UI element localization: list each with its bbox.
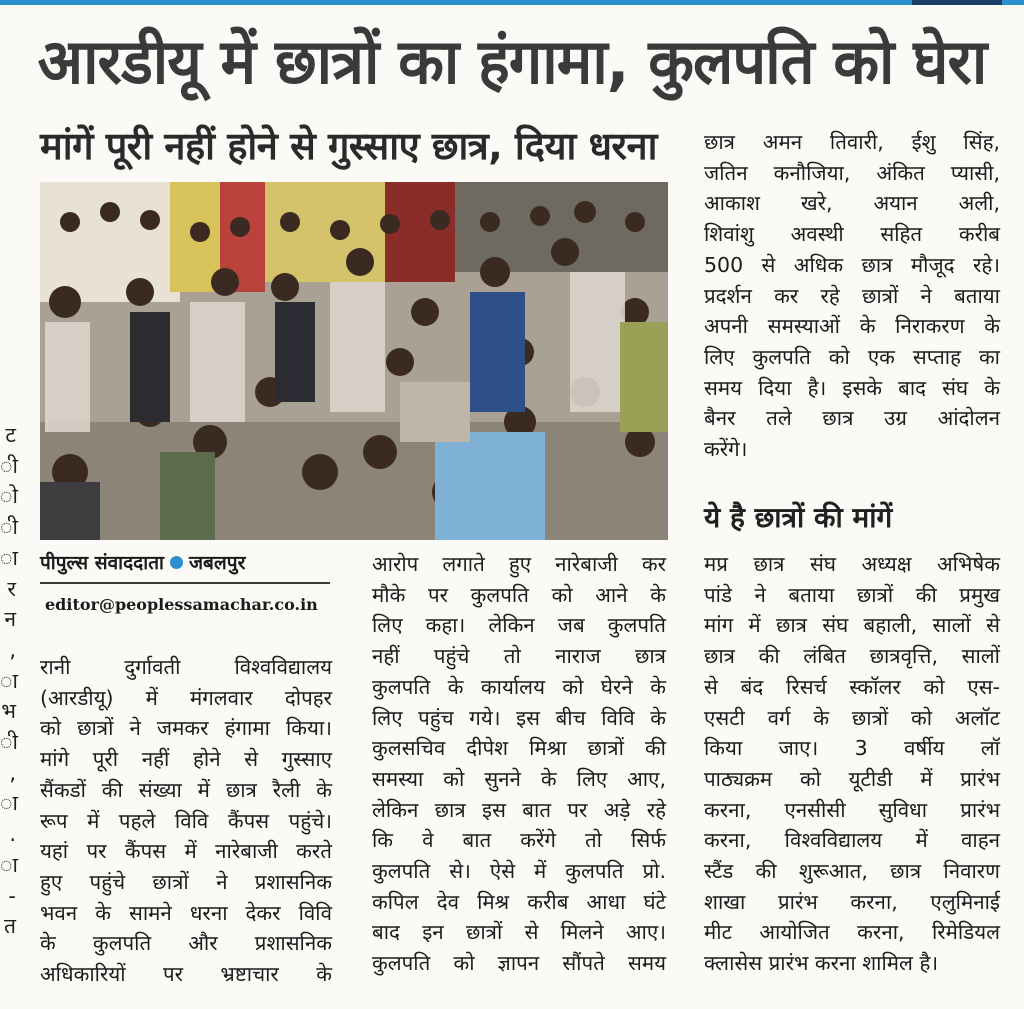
text-line: शाखा प्रारंभ करना, एलुमिनाई — [704, 889, 1000, 914]
text-line: लिए पहुंच गये। इस बीच विवि के — [372, 705, 666, 730]
text-line: करना, एनसीसी सुविधा प्रारंभ — [704, 797, 1000, 822]
article-column-3 — [704, 127, 1000, 465]
text-line: शिवांशु अवस्थी सहित करीब — [704, 222, 1000, 247]
text-line: छात्र की लंबित छात्रवृत्ति, सालों — [704, 644, 1000, 669]
adjacent-column-fragment — [0, 420, 16, 980]
text-line: मांग में छात्र संघ बहाली, सालों से — [704, 613, 1000, 638]
text-line: कि वे बात करेंगे तो सिर्फ — [372, 828, 666, 853]
bullet-dot-icon — [170, 556, 183, 569]
text-line: छात्र अमन तिवारी, ईशु सिंह, — [704, 130, 1000, 154]
text-line: कुलपति के कार्यालय को घेरने के — [372, 674, 666, 699]
text-line: से बंद रिसर्च स्कॉलर को एस- — [704, 674, 1000, 699]
text-line: लिए कहा। लेकिन जब कुलपति — [372, 613, 666, 638]
text-line: मप्र छात्र संघ अध्यक्ष अभिषेक — [704, 552, 1000, 576]
article-column-3-demands — [704, 549, 1000, 979]
edge-fragment: ा — [0, 545, 18, 570]
text-line: (आरडीयू) में मंगलवार दोपहर — [40, 685, 332, 710]
text-line: के कुलपति और प्रशासनिक — [40, 931, 332, 956]
edge-fragment: ा — [0, 852, 18, 877]
edge-fragment: र — [7, 576, 16, 601]
text-line: कुलपति को ज्ञापन सौंपते समय — [372, 951, 666, 976]
byline-reporter: पीपुल्स संवाददाता — [40, 552, 164, 574]
byline-divider — [40, 582, 330, 584]
edge-fragment: . — [9, 822, 16, 847]
news-photo — [40, 182, 668, 540]
text-line: कुलसचिव दीपेश मिश्रा छात्रों की — [372, 736, 666, 761]
text-line: हुए पहुंचे छात्रों ने प्रशासनिक — [40, 869, 332, 894]
text-line: समय दिया है। इसके बाद संघ के — [704, 375, 1000, 400]
edge-fragment: ा — [0, 668, 18, 693]
text-line: किया जाए। 3 वर्षीय लॉ — [704, 736, 1000, 761]
edge-fragment: ा — [0, 791, 18, 816]
text-line: नहीं पहुंचे तो नाराज छात्र — [372, 644, 666, 669]
text-line: समस्या को सुनने के लिए आए, — [372, 766, 666, 791]
text-line: करेंगे। — [704, 437, 748, 462]
text-line: रूप में पहले विवि कैंपस पहुंचे। — [40, 808, 332, 833]
edge-fragment: ी — [0, 515, 18, 540]
text-line: मांगे पूरी नहीं होने से गुस्साए — [40, 747, 332, 772]
text-line: अधिकारियों पर भ्रष्टाचार के — [40, 962, 332, 987]
text-line: अपनी समस्याओं के निराकरण के — [704, 314, 1000, 339]
top-color-bar-accent — [912, 0, 1002, 5]
text-line: कपिल देव मिश्र करीब आधा घंटे — [372, 889, 666, 914]
text-line: प्रदर्शन कर रहे छात्रों ने बताया — [704, 283, 1000, 308]
text-line: बैनर तले छात्र उग्र आंदोलन — [704, 406, 1000, 431]
text-line: कुलपति से। ऐसे में कुलपति प्रो. — [372, 859, 666, 884]
crowd-photo-icon — [40, 182, 668, 540]
text-line: लेकिन छात्र इस बात पर अड़े रहे — [372, 797, 666, 822]
text-line: को छात्रों ने जमकर हंगामा किया। — [40, 716, 332, 741]
contact-email[interactable]: editor@peoplessamachar.co.in — [45, 595, 318, 614]
text-line: आरोप लगाते हुए नारेबाजी कर — [372, 552, 666, 576]
text-line: यहां पर कैंपस में नारेबाजी करते — [40, 839, 332, 864]
byline-place: जबलपुर — [188, 552, 246, 574]
text-line: स्टैंड की शुरूआत, छात्र निवारण — [704, 859, 1000, 884]
edge-fragment: , — [9, 760, 16, 785]
edge-fragment: ी — [0, 453, 18, 478]
text-line: एसटी वर्ग के छात्रों को अलॉट — [704, 705, 1000, 730]
edge-fragment: - — [8, 883, 16, 908]
edge-fragment: ी — [0, 730, 18, 755]
text-line: बाद इन छात्रों से मिलने आए। — [372, 920, 666, 945]
byline — [40, 548, 330, 578]
article-column-1 — [40, 652, 332, 990]
edge-fragment: त — [4, 914, 16, 939]
edge-fragment: भ — [1, 699, 16, 724]
article-column-2 — [372, 549, 666, 979]
edge-fragment: , — [9, 637, 16, 662]
text-line: भवन के सामने धरना देकर विवि — [40, 900, 332, 925]
top-color-bar — [0, 0, 1024, 5]
edge-fragment: ो — [0, 484, 18, 509]
text-line: लिए कुलपति को एक सप्ताह का — [704, 344, 1000, 369]
text-line: आकाश खरे, अयान अली, — [704, 191, 1000, 216]
text-line: क्लासेस प्रारंभ करना शामिल है। — [704, 951, 939, 976]
text-line: 500 से अधिक छात्र मौजूद रहे। — [704, 252, 1000, 277]
text-line: पांडे ने बताया छात्रों की प्रमुख — [704, 582, 1000, 607]
text-line: जतिन कनौजिया, अंकित प्यासी, — [704, 160, 1000, 185]
edge-fragment: ट — [5, 423, 16, 447]
subheadline: मांगें पूरी नहीं होने से गुस्साए छात्र, दिया धरना — [40, 124, 657, 168]
text-line: मौके पर कुलपति को आने के — [372, 582, 666, 607]
text-line: करना, विश्वविद्यालय में वाहन — [704, 828, 1000, 853]
side-heading: ये है छात्रों की मांगें — [704, 501, 893, 534]
edge-fragment: न — [4, 607, 16, 632]
text-line: रानी दुर्गावती विश्वविद्यालय — [40, 655, 332, 679]
headline: आरडीयू में छात्रों का हंगामा, कुलपति को घेरा — [37, 25, 987, 98]
text-line: पाठ्यक्रम को यूटीडी में प्रारंभ — [704, 766, 1000, 791]
text-line: मीट आयोजित करना, रिमेडियल — [704, 920, 1000, 945]
text-line: सैंकडों की संख्या में छात्र रैली के — [40, 777, 332, 802]
